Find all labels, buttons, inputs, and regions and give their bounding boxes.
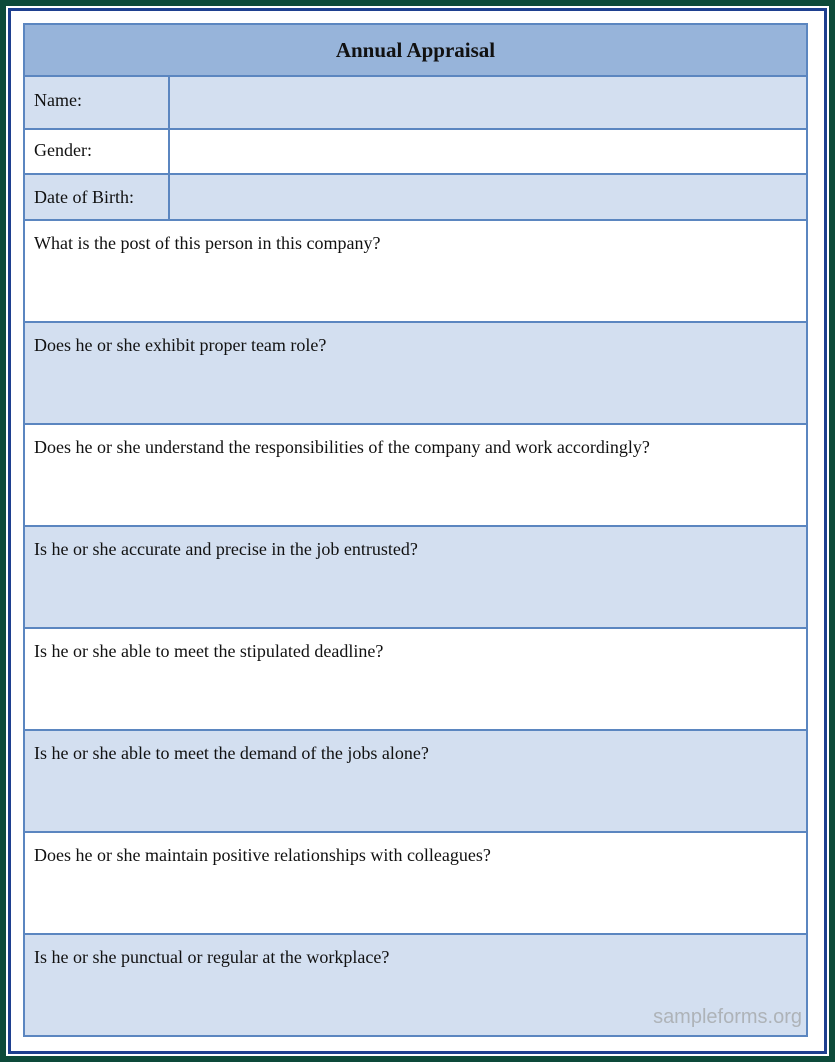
gender-label: Gender: bbox=[25, 130, 170, 173]
appraisal-form bbox=[23, 23, 808, 1037]
dob-field[interactable] bbox=[170, 175, 806, 219]
name-label: Name: bbox=[25, 77, 170, 128]
question-row-post[interactable]: What is the post of this person in this company? bbox=[25, 221, 806, 323]
question-row-responsibilities[interactable]: Does he or she understand the responsibilities of the company and work accordingly? bbox=[25, 425, 806, 527]
gender-field[interactable] bbox=[170, 130, 806, 173]
field-row-dob bbox=[25, 175, 806, 221]
field-row-name bbox=[25, 77, 806, 130]
question-row-accuracy[interactable]: Is he or she accurate and precise in the job entrusted? bbox=[25, 527, 806, 629]
question-row-team-role[interactable]: Does he or she exhibit proper team role? bbox=[25, 323, 806, 425]
question-row-deadline[interactable]: Is he or she able to meet the stipulated deadline? bbox=[25, 629, 806, 731]
question-row-punctuality[interactable]: Is he or she punctual or regular at the workplace? bbox=[25, 935, 806, 1035]
dob-label: Date of Birth: bbox=[25, 175, 170, 219]
form-title: Annual Appraisal bbox=[25, 25, 806, 77]
question-row-work-alone[interactable]: Is he or she able to meet the demand of the jobs alone? bbox=[25, 731, 806, 833]
field-row-gender bbox=[25, 130, 806, 175]
name-field[interactable] bbox=[170, 77, 806, 128]
watermark: sampleforms.org bbox=[653, 1006, 802, 1028]
question-row-relationships[interactable]: Does he or she maintain positive relationships with colleagues? bbox=[25, 833, 806, 935]
